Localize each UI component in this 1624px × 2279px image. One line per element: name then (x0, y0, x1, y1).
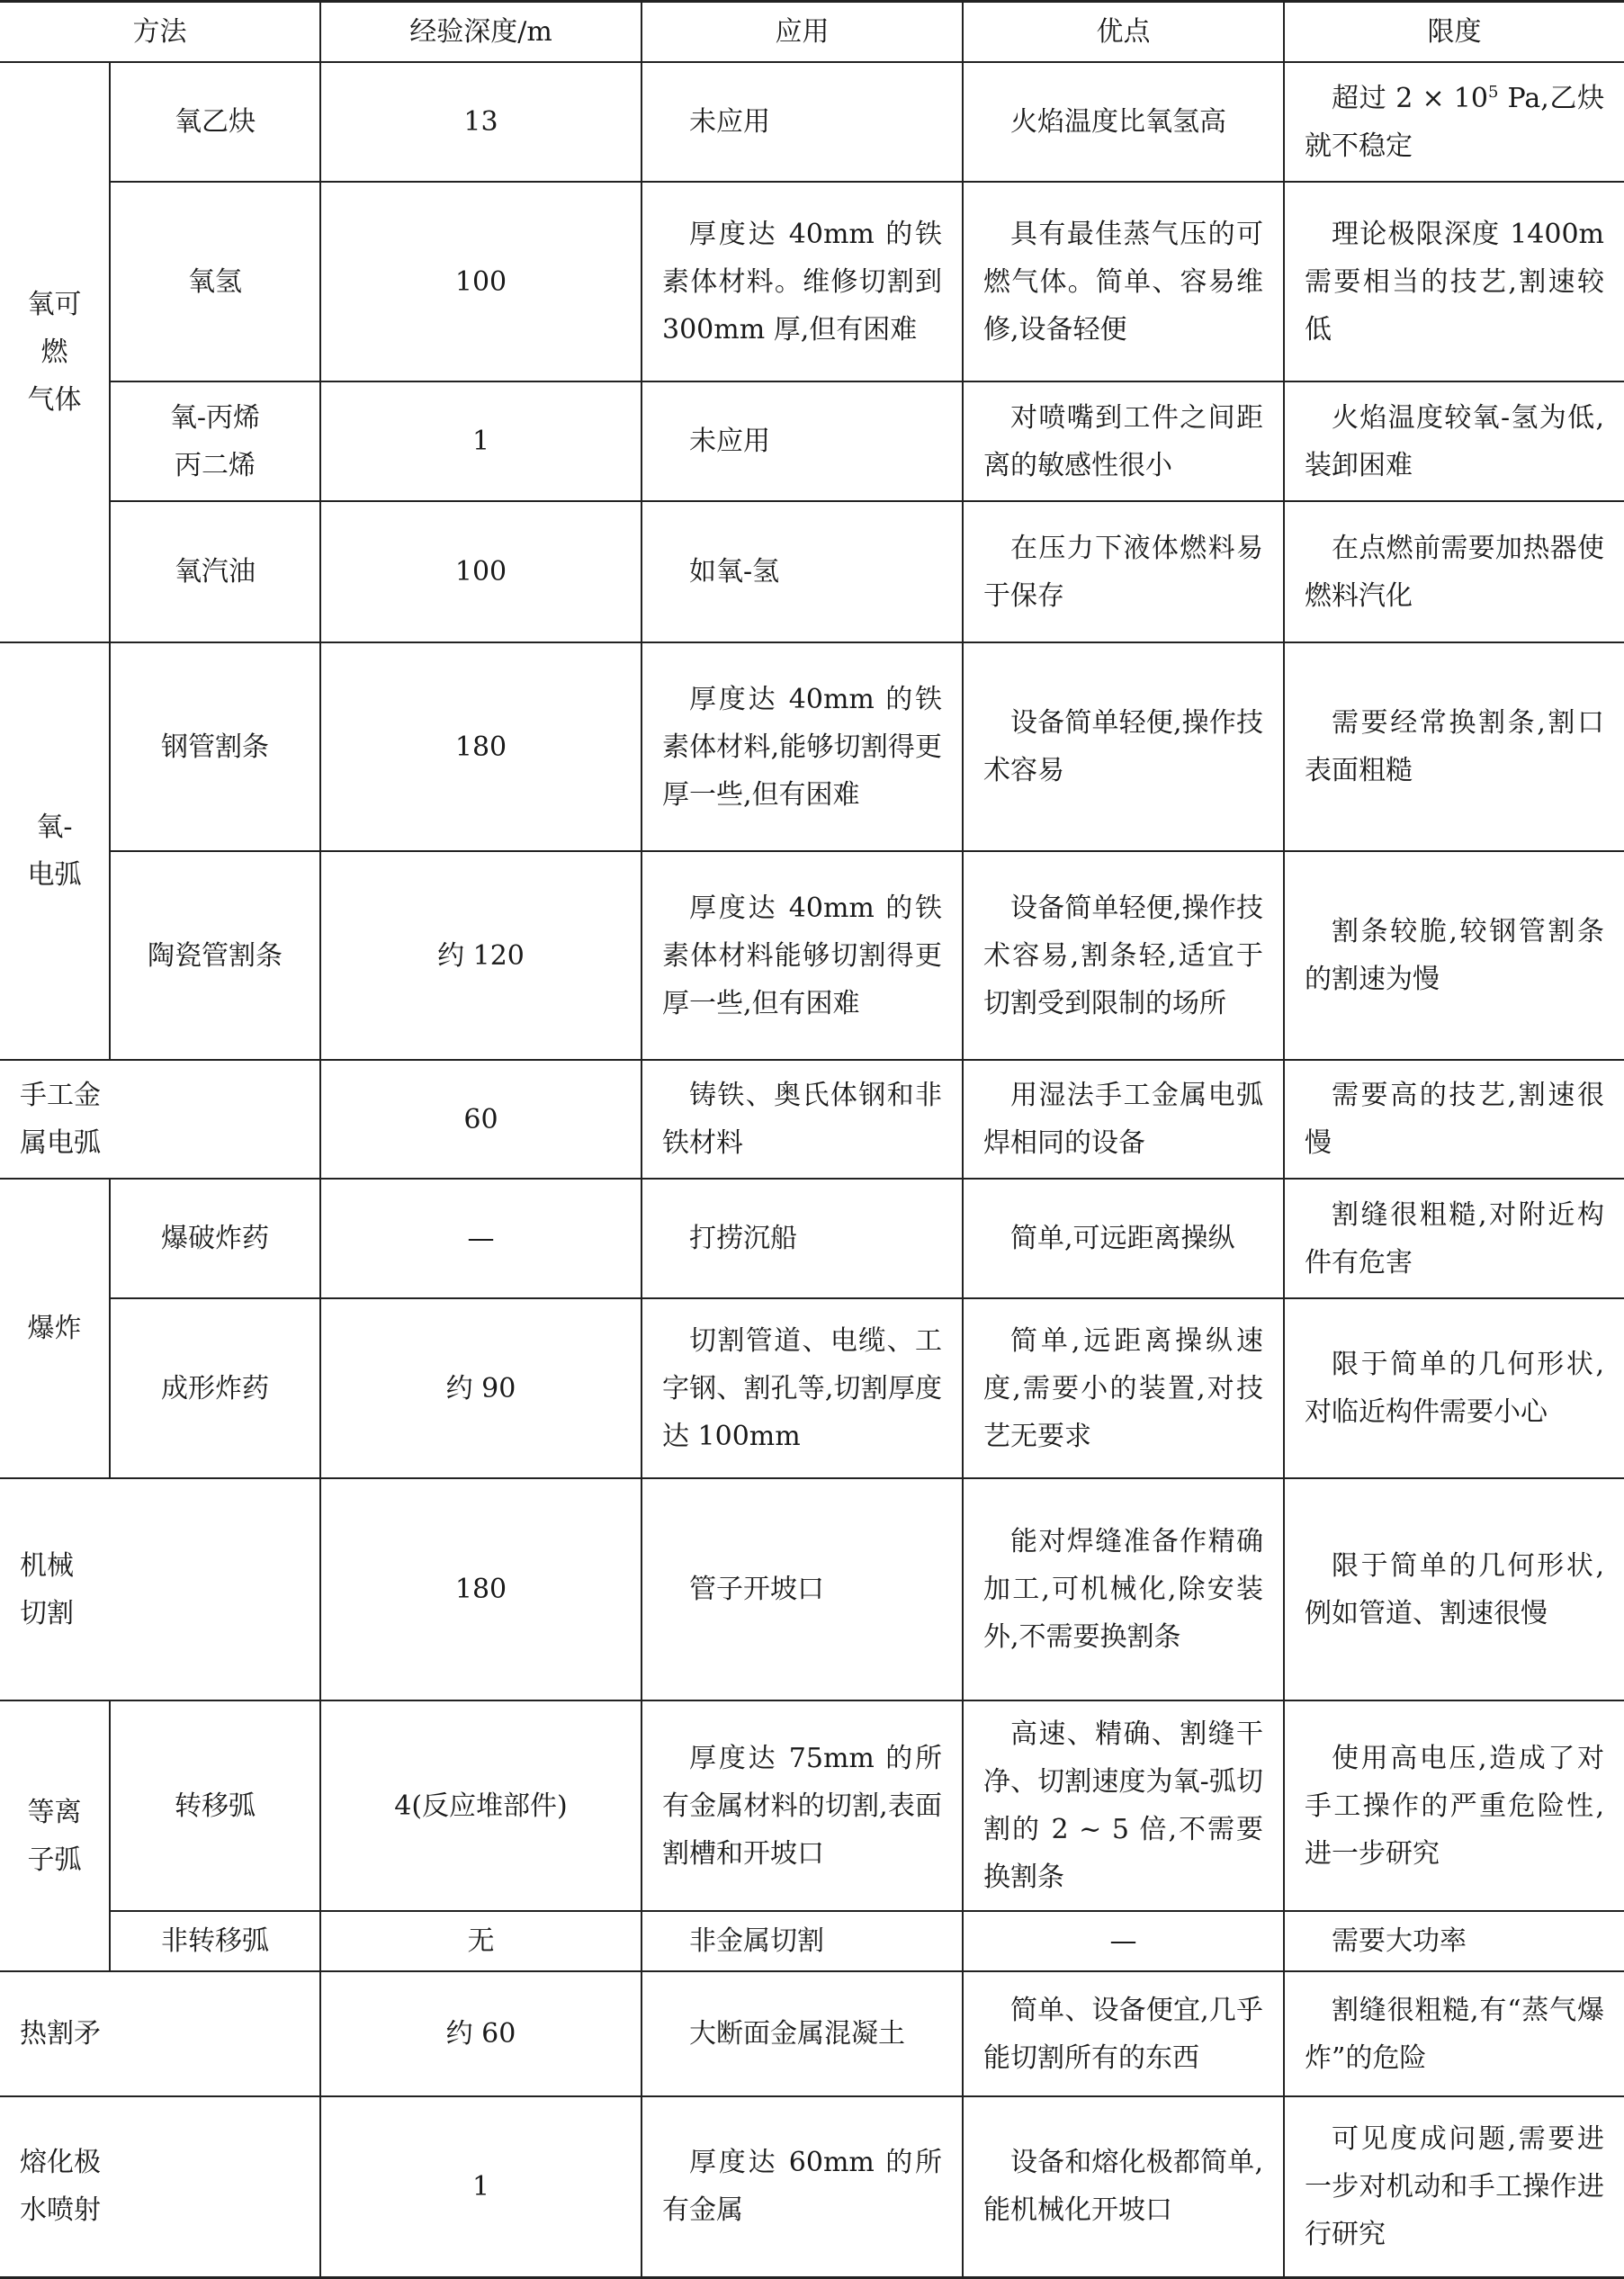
method-cell: 钢管割条 (110, 642, 320, 851)
group-oxy-fuel: 氧可燃 气体 (0, 62, 110, 642)
depth-cell: 约 60 (320, 1971, 642, 2096)
limitations-cell: 割缝很粗糙,对附近构件有危害 (1284, 1179, 1624, 1298)
table-row (0, 381, 1624, 501)
header-limitations: 限度 (1284, 2, 1624, 63)
method-cell: 成形炸药 (110, 1298, 320, 1478)
method-cell: 非转移弧 (110, 1911, 320, 1971)
advantages-cell: — (963, 1911, 1284, 1971)
header-advantages: 优点 (963, 2, 1284, 63)
advantages-cell: 对喷嘴到工件之间距离的敏感性很小 (963, 381, 1284, 501)
limitations-cell: 在点燃前需要加热器使燃料汽化 (1284, 501, 1624, 642)
depth-cell: 100 (320, 182, 642, 381)
group-explosive: 爆炸 (0, 1179, 110, 1478)
table-row (0, 1060, 1624, 1179)
advantages-cell: 在压力下液体燃料易于保存 (963, 501, 1284, 642)
depth-cell: 180 (320, 642, 642, 851)
limitations-cell: 割缝很粗糙,有“蒸气爆炸”的危险 (1284, 1971, 1624, 2096)
advantages-cell: 高速、精确、割缝干净、切割速度为氧-弧切割的 2 ~ 5 倍,不需要换割条 (963, 1700, 1284, 1911)
table-row (0, 1911, 1624, 1971)
limitations-cell: 需要高的技艺,割速很慢 (1284, 1060, 1624, 1179)
advantages-cell: 火焰温度比氧氢高 (963, 62, 1284, 182)
method-cell: 氧汽油 (110, 501, 320, 642)
header-depth: 经验深度/m (320, 2, 642, 63)
header-row (0, 2, 1624, 63)
method-cell: 机械 切割 (0, 1478, 320, 1700)
limitations-cell: 割条较脆,较钢管割条的割速为慢 (1284, 851, 1624, 1060)
method-cell: 手工金 属电弧 (0, 1060, 320, 1179)
depth-cell: 13 (320, 62, 642, 182)
depth-cell: 约 90 (320, 1298, 642, 1478)
table-row (0, 2096, 1624, 2277)
method-cell: 爆破炸药 (110, 1179, 320, 1298)
table-row (0, 62, 1624, 182)
depth-cell: — (320, 1179, 642, 1298)
group-oxy-arc: 氧- 电弧 (0, 642, 110, 1060)
depth-cell: 4(反应堆部件) (320, 1700, 642, 1911)
header-method: 方法 (0, 2, 320, 63)
advantages-cell: 设备简单轻便,操作技术容易 (963, 642, 1284, 851)
depth-cell: 无 (320, 1911, 642, 1971)
method-cell: 陶瓷管割条 (110, 851, 320, 1060)
method-cell: 熔化极 水喷射 (0, 2096, 320, 2277)
table-row (0, 1179, 1624, 1298)
table-row (0, 1478, 1624, 1700)
limitations-cell: 火焰温度较氧-氢为低,装卸困难 (1284, 381, 1624, 501)
depth-cell: 60 (320, 1060, 642, 1179)
depth-cell: 约 120 (320, 851, 642, 1060)
application-cell: 厚度达 40mm 的铁素体材料能够切割得更厚一些,但有困难 (642, 851, 963, 1060)
limitations-cell: 使用高电压,造成了对手工操作的严重危险性,进一步研究 (1284, 1700, 1624, 1911)
advantages-cell: 简单,可远距离操纵 (963, 1179, 1284, 1298)
advantages-cell: 设备和熔化极都简单,能机械化开坡口 (963, 2096, 1284, 2277)
table-row (0, 1298, 1624, 1478)
depth-cell: 180 (320, 1478, 642, 1700)
table-row (0, 182, 1624, 381)
depth-cell: 100 (320, 501, 642, 642)
application-cell: 厚度达 75mm 的所有金属材料的切割,表面割槽和开坡口 (642, 1700, 963, 1911)
table-row (0, 1971, 1624, 2096)
application-cell: 管子开坡口 (642, 1478, 963, 1700)
group-plasma: 等离 子弧 (0, 1700, 110, 1971)
application-cell: 非金属切割 (642, 1911, 963, 1971)
limitations-cell: 理论极限深度 1400m 需要相当的技艺,割速较低 (1284, 182, 1624, 381)
application-cell: 厚度达 40mm 的铁素体材料,能够切割得更厚一些,但有困难 (642, 642, 963, 851)
table-row (0, 1700, 1624, 1911)
application-cell: 未应用 (642, 381, 963, 501)
method-cell: 热割矛 (0, 1971, 320, 2096)
limitations-cell: 可见度成问题,需要进一步对机动和手工操作进行研究 (1284, 2096, 1624, 2277)
method-cell: 氧-丙烯 丙二烯 (110, 381, 320, 501)
depth-cell: 1 (320, 2096, 642, 2277)
method-cell: 氧氢 (110, 182, 320, 381)
table-row (0, 851, 1624, 1060)
application-cell: 厚度达 60mm 的所有金属 (642, 2096, 963, 2277)
application-cell: 如氧-氢 (642, 501, 963, 642)
limitations-cell: 需要经常换割条,割口表面粗糙 (1284, 642, 1624, 851)
limitations-cell: 超过 $2 \times 10^5$ Pa,乙炔就不稳定 (1284, 62, 1624, 182)
limitations-cell: 限于简单的几何形状,例如管道、割速很慢 (1284, 1478, 1624, 1700)
advantages-cell: 简单、设备便宜,几乎能切割所有的东西 (963, 1971, 1284, 2096)
depth-cell: 1 (320, 381, 642, 501)
application-cell: 铸铁、奥氏体钢和非铁材料 (642, 1060, 963, 1179)
application-cell: 未应用 (642, 62, 963, 182)
method-cell: 氧乙炔 (110, 62, 320, 182)
limitations-cell: 需要大功率 (1284, 1911, 1624, 1971)
application-cell: 打捞沉船 (642, 1179, 963, 1298)
advantages-cell: 用湿法手工金属电弧焊相同的设备 (963, 1060, 1284, 1179)
advantages-cell: 简单,远距离操纵速度,需要小的装置,对技艺无要求 (963, 1298, 1284, 1478)
application-cell: 厚度达 40mm 的铁素体材料。维修切割到 300mm 厚,但有困难 (642, 182, 963, 381)
header-application: 应用 (642, 2, 963, 63)
advantages-cell: 设备简单轻便,操作技术容易,割条轻,适宜于切割受到限制的场所 (963, 851, 1284, 1060)
table-row (0, 501, 1624, 642)
advantages-cell: 能对焊缝准备作精确加工,可机械化,除安装外,不需要换割条 (963, 1478, 1284, 1700)
limitations-cell: 限于简单的几何形状,对临近构件需要小心 (1284, 1298, 1624, 1478)
application-cell: 切割管道、电缆、工字钢、割孔等,切割厚度达 100mm (642, 1298, 963, 1478)
advantages-cell: 具有最佳蒸气压的可燃气体。简单、容易维修,设备轻便 (963, 182, 1284, 381)
application-cell: 大断面金属混凝土 (642, 1971, 963, 2096)
method-cell: 转移弧 (110, 1700, 320, 1911)
table-row (0, 642, 1624, 851)
